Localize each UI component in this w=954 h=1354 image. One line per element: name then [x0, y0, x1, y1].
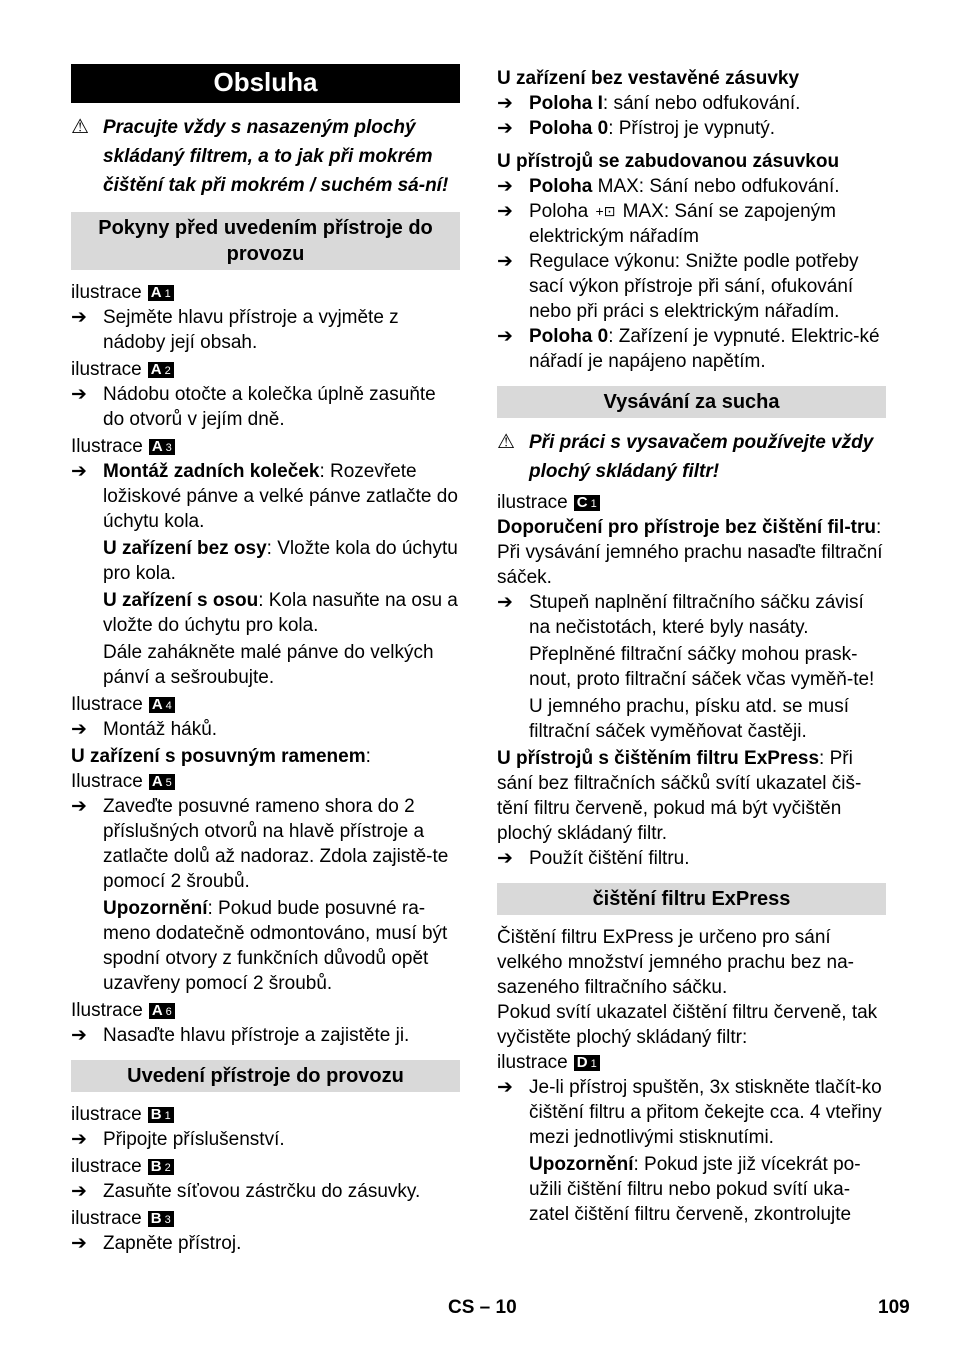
figure-tag: A 4: [149, 697, 175, 713]
arrow-right-icon: ➔: [71, 1025, 87, 1046]
section-heading: Vysávání za sucha: [497, 386, 886, 418]
page-number: 109: [878, 1297, 910, 1318]
figure-tag: B 2: [148, 1159, 174, 1175]
arrow-right-icon: ➔: [497, 326, 513, 347]
list-item: ➔ Zaveďte posuvné rameno shora do 2 příslušných otvorů na hlavě přístroje a zatlačte dolů až nadoraz. Zdola zajistě-te pomocí 2 šroubů.: [71, 796, 449, 892]
illustration-ref: Ilustrace A 5: [71, 769, 460, 794]
paragraph: U přístrojů s čištěním filtru ExPress: Při sání bez filtračních sáčků svítí ukazatel čiš-tění filtru červeně, pokud má být vyčištěn plochý skládaný filtr.: [497, 748, 862, 844]
arrow-right-icon: ➔: [497, 1077, 513, 1098]
arrow-right-icon: ➔: [71, 461, 87, 482]
list-item: ➔ Regulace výkonu: Snižte podle potřeby sací výkon přístroje při sání, ofukování nebo při práci s elektrickým nářadím.: [497, 251, 859, 322]
list-item: ➔ Stupeň naplnění filtračního sáčku závisí na nečistotách, které byly nasáty.: [497, 592, 864, 638]
warning-triangle-icon: ⚠: [497, 431, 515, 453]
arrow-right-icon: ➔: [71, 1233, 87, 1254]
figure-tag: A 5: [149, 774, 175, 790]
illustration-ref: ilustrace B 1: [71, 1102, 460, 1127]
arrow-right-icon: ➔: [497, 251, 513, 272]
arrow-right-icon: ➔: [71, 1181, 87, 1202]
paragraph: Dále zahákněte malé pánve do velkých pánví a sešroubujte.: [103, 642, 434, 688]
warning-block: [71, 113, 460, 200]
arrow-right-icon: ➔: [71, 384, 87, 405]
arrow-right-icon: ➔: [71, 719, 87, 740]
list-item: ➔ Je-li přístroj spuštěn, 3x stiskněte tlačít-ko čištění filtru a přitom čekejte cca. 4 vteřiny mezi jednotlivými stisknutími.: [497, 1077, 882, 1148]
figure-tag: C 1: [574, 495, 600, 511]
list-item: ➔ Poloha 0: Přístroj je vypnutý.: [497, 118, 776, 139]
note-paragraph: Upozornění: Pokud bude posuvné ra-meno dodatečně odmontováno, musí být spodní otvory z funkčních důvodů opět uzavřeny pomocí 2 šroubů.: [103, 898, 448, 994]
illustration-ref: ilustrace A 2: [71, 357, 460, 382]
figure-tag: B 3: [148, 1211, 174, 1227]
subheading: U zařízení bez vestavěné zásuvky: [497, 68, 800, 89]
illustration-ref: ilustrace B 2: [71, 1154, 460, 1179]
paragraph: Doporučení pro přístroje bez čištění fil-tru: Při vysávání jemného prachu nasaďte filtrační sáček.: [497, 517, 883, 588]
list-item: ➔ Sejměte hlavu přístroje a vyjměte z nádoby její obsah.: [71, 307, 399, 353]
page-title: Obsluha: [71, 64, 460, 103]
list-item: ➔ Poloha I: sání nebo odfukování.: [497, 93, 801, 114]
list-item: ➔ Montáž zadních koleček: Rozevřete ložiskové pánve a velké pánve zatlačte do úchytu kola.: [71, 461, 458, 532]
list-item: ➔ Zapněte přístroj.: [71, 1233, 242, 1254]
arrow-right-icon: ➔: [71, 307, 87, 328]
paragraph: U jemného prachu, písku atd. se musí filtrační sáček vyměňovat častěji.: [529, 696, 849, 742]
figure-tag: A 3: [149, 439, 175, 455]
list-item: ➔ Poloha 0: Zařízení je vypnuté. Elektric-ké nářadí je napájeno napětím.: [497, 326, 880, 372]
list-item: ➔ Použít čištění filtru.: [497, 848, 690, 869]
arrow-right-icon: ➔: [497, 176, 513, 197]
arrow-right-icon: ➔: [71, 1129, 87, 1150]
figure-tag: A 6: [149, 1003, 175, 1019]
section-heading: čištění filtru ExPress: [497, 883, 886, 915]
list-item: ➔ Poloha +⊡ MAX: Sání se zapojeným elektrickým nářadím: [497, 201, 836, 247]
list-item: ➔ Zasuňte síťovou zástrčku do zásuvky.: [71, 1181, 421, 1202]
warning-text: Pracujte vždy s nasazeným plochý skládaný filtrem, a to jak při mokrém čištění tak při mokrém / suchém sá-ní!: [103, 117, 449, 196]
warning-block: [497, 428, 886, 486]
warning-triangle-icon: ⚠: [71, 116, 89, 138]
illustration-ref: ilustrace A 1: [71, 280, 460, 305]
arrow-right-icon: ➔: [497, 118, 513, 139]
paragraph: Čištění filtru ExPress je určeno pro sání velkého množství jemného prachu bez na-sazeného filtračního sáčku.: [497, 927, 854, 998]
illustration-ref: ilustrace D 1: [497, 1050, 886, 1075]
left-column: [71, 64, 460, 1256]
warning-text: Při práci s vysavačem používejte vždy plochý skládaný filtr!: [529, 432, 874, 482]
arrow-right-icon: ➔: [497, 201, 513, 222]
note-paragraph: Upozornění: Pokud jste již vícekrát po-užili čištění filtru nebo pokud svítí uka-zatel čištění filtru červeně, zkontrolujte: [529, 1154, 861, 1225]
paragraph: U zařízení bez osy: Vložte kola do úchytu pro kola.: [103, 538, 458, 584]
paragraph: Přeplněné filtrační sáčky mohou prask-nout, proto filtrační sáček včas vyměň-te!: [529, 644, 875, 690]
list-item: ➔ Nasaďte hlavu přístroje a zajistěte ji.: [71, 1025, 410, 1046]
figure-tag: A 1: [148, 285, 174, 301]
section-heading: Pokyny před uvedením přístroje do provozu: [71, 212, 460, 270]
figure-tag: A 2: [148, 362, 174, 378]
footer-section-label: CS – 10: [448, 1297, 517, 1318]
list-item: ➔ Připojte příslušenství.: [71, 1129, 285, 1150]
paragraph: Pokud svítí ukazatel čištění filtru červeně, tak vyčistěte plochý skládaný filtr:: [497, 1002, 878, 1048]
list-item: ➔ Nádobu otočte a kolečka úplně zasuňte do otvorů v jejím dně.: [71, 384, 436, 430]
subheading: U zařízení s posuvným ramenem:: [71, 746, 371, 767]
arrow-right-icon: ➔: [497, 592, 513, 613]
list-item: ➔ Poloha MAX: Sání nebo odfukování.: [497, 176, 840, 197]
figure-tag: B 1: [148, 1107, 174, 1123]
arrow-right-icon: ➔: [71, 796, 87, 817]
right-column: [497, 64, 886, 1227]
figure-tag: D 1: [574, 1055, 600, 1071]
paragraph: U zařízení s osou: Kola nasuňte na osu a vložte do úchytu pro kola.: [103, 590, 458, 636]
illustration-ref: Ilustrace A 4: [71, 692, 460, 717]
subheading: U přístrojů se zabudovanou zásuvkou: [497, 151, 840, 172]
illustration-ref: ilustrace C 1: [497, 490, 886, 515]
power-tool-socket-icon: +⊡: [595, 203, 616, 219]
illustration-ref: ilustrace B 3: [71, 1206, 460, 1231]
illustration-ref: Ilustrace A 6: [71, 998, 460, 1023]
section-heading: Uvedení přístroje do provozu: [71, 1060, 460, 1092]
arrow-right-icon: ➔: [497, 93, 513, 114]
list-item: ➔ Montáž háků.: [71, 719, 218, 740]
arrow-right-icon: ➔: [497, 848, 513, 869]
illustration-ref: Ilustrace A 3: [71, 434, 460, 459]
